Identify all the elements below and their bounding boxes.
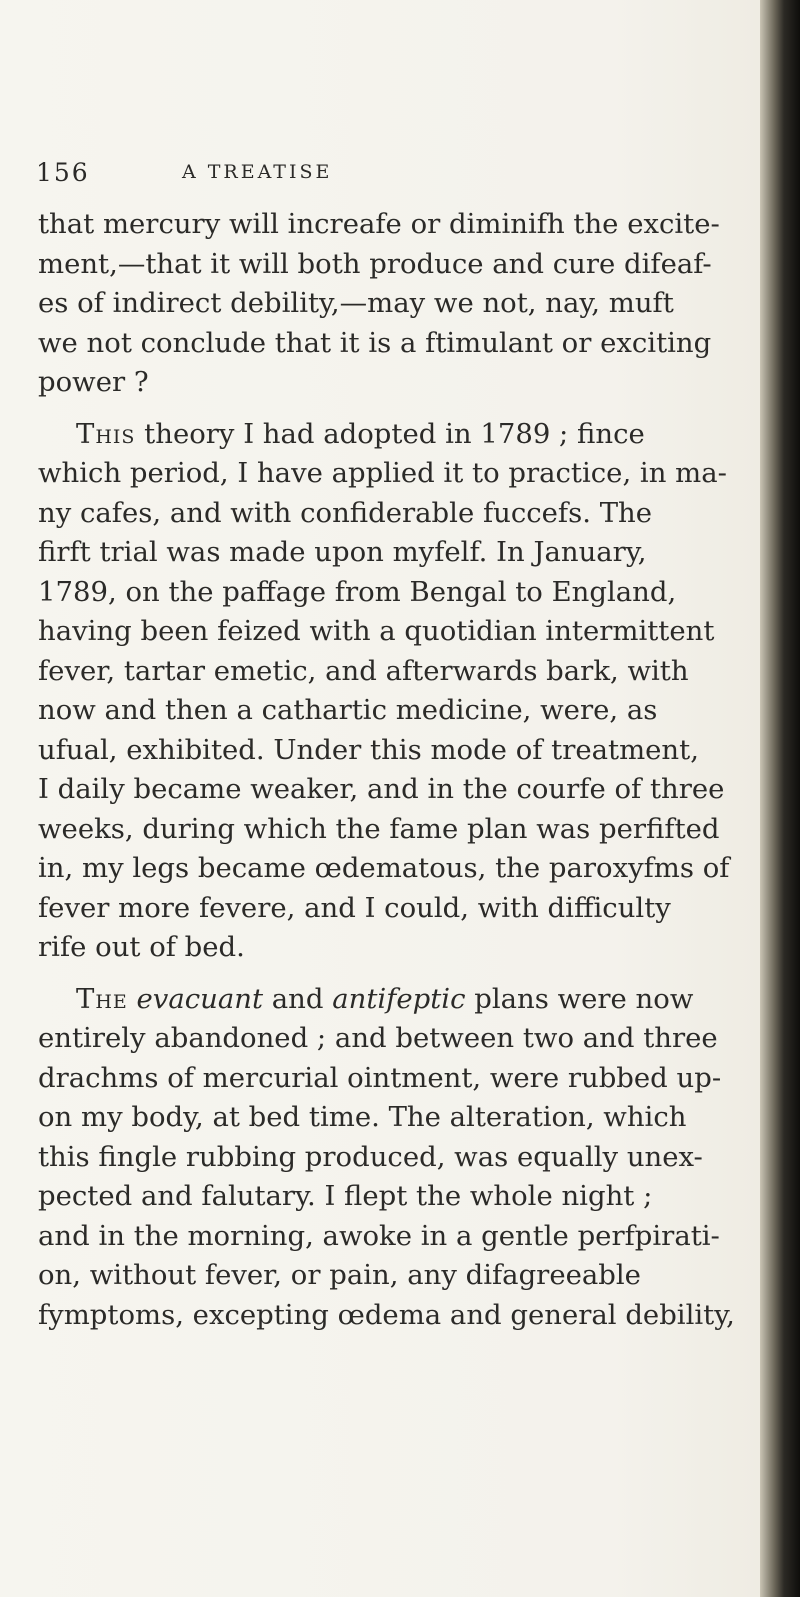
text-line: ny cafes, and with confiderable fuccefs. The	[38, 496, 653, 529]
italic-term-evacuant: evacuant	[136, 982, 264, 1015]
text-line: having been feized with a quotidian intermittent	[38, 615, 715, 647]
text-line: I daily became weaker, and in the courfe of three	[38, 773, 725, 805]
italic-term-antifeptic: antifeptic	[332, 982, 466, 1015]
text-line: which period, I have applied it to practice, in ma-	[38, 457, 727, 489]
running-head-title: A TREATISE	[182, 161, 333, 183]
first-line-text: theory I had adopted in 1789 ; fince	[135, 417, 645, 450]
text-line: ufual, exhibited. Under this mode of treatment,	[38, 733, 699, 766]
running-head	[36, 158, 736, 198]
text-line: rife out of bed.	[38, 931, 245, 963]
first-line-text	[128, 983, 137, 1015]
text-line: that mercury will increafe or diminifh the excite-	[38, 208, 720, 240]
text-line: on, without fever, or pain, any difagreeable	[38, 1259, 641, 1291]
text-line: now and then a cathartic medicine, were, as	[38, 694, 658, 726]
text-line	[38, 415, 738, 455]
text-line: on my body, at bed time. The alteration, which	[38, 1101, 687, 1133]
body-text	[38, 205, 738, 1335]
book-binding-edge	[760, 0, 800, 1597]
paragraph-3	[38, 980, 738, 1336]
text-line: drachms of mercurial ointment, were rubbed up-	[38, 1061, 722, 1094]
text-line: weeks, during which the fame plan was perfifted	[38, 812, 720, 845]
text-line: pected and falutary. I flept the whole night ;	[38, 1180, 653, 1212]
text-line: firft trial was made upon myfelf. In January,	[38, 536, 647, 568]
text-line: entirely abandoned ; and between two and three	[38, 1022, 718, 1054]
text-line: power ?	[38, 366, 149, 398]
text-line: 1789, on the paffage from Bengal to England,	[38, 575, 677, 608]
text-line: in, my legs became œdematous, the paroxyfms of	[38, 852, 730, 884]
text-line: fever more fevere, and I could, with difficulty	[38, 891, 671, 924]
text-line: fever, tartar emetic, and afterwards bark, with	[38, 654, 689, 687]
paragraph-1	[38, 205, 738, 403]
text-line: this fingle rubbing produced, was equally unex-	[38, 1140, 703, 1173]
paragraph-opening-word: The	[76, 982, 128, 1015]
text-line: fymptoms, excepting œdema and general debility,	[38, 1298, 735, 1331]
first-line-text: plans were now	[465, 982, 694, 1015]
text-line: and in the morning, awoke in a gentle perfpirati-	[38, 1219, 720, 1252]
paragraph-2	[38, 415, 738, 968]
paragraph-opening-word: This	[76, 417, 136, 450]
first-line-text: and	[263, 982, 333, 1015]
text-line: we not conclude that it is a ftimulant or exciting	[38, 326, 712, 359]
text-line: es of indirect debility,—may we not, nay, muft	[38, 287, 674, 319]
text-line: ment,—that it will both produce and cure difeaf-	[38, 247, 712, 280]
text-line	[38, 980, 738, 1020]
page-number: 156	[36, 158, 90, 187]
